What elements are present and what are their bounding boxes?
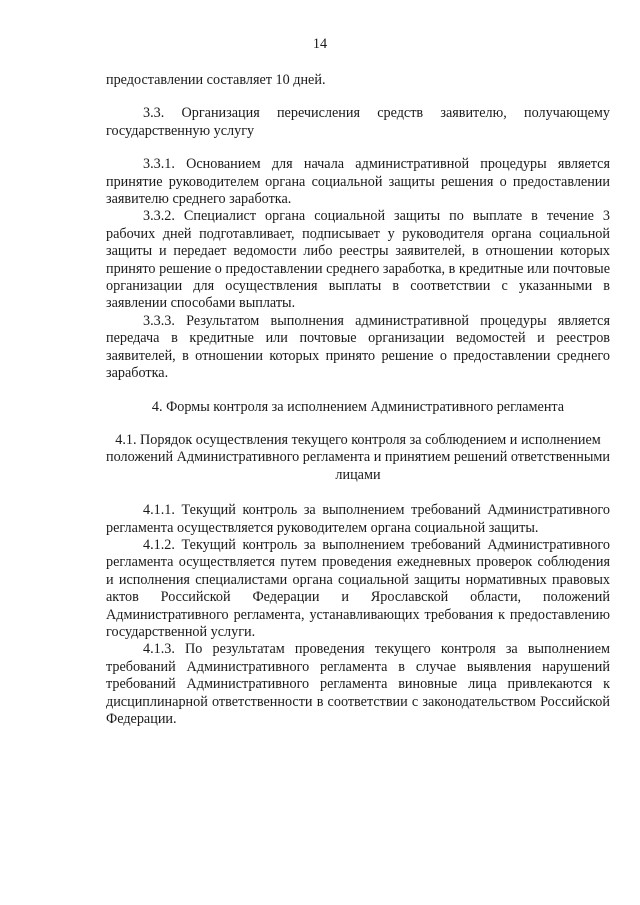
paragraph-3-3-3: 3.3.3. Результатом выполнения административной процедуры является передача в кредитные или почтовые организации ведомостей и реестров заявителей, в отношении которых принято решение о предоставлении среднего заработка. bbox=[106, 312, 610, 382]
paragraph-continuation: предоставлении составляет 10 дней. bbox=[106, 72, 326, 88]
document-body bbox=[106, 72, 610, 728]
section-heading-4: 4. Формы контроля за исполнением Административного регламента bbox=[151, 398, 565, 415]
page-number: 14 bbox=[312, 36, 328, 52]
paragraph-3-3-1: 3.3.1. Основанием для начала административной процедуры является принятие руководителем органа социальной защиты решения о предоставлении заявителю среднего заработка. bbox=[106, 156, 610, 208]
paragraph-4-1-3: 4.1.3. По результатам проведения текущего контроля за выполнением требований Административного регламента в случае выявления нарушений требований Административного регламента виновные лица привлекаются к дисциплинарной ответственности в соответствии с законодательством Российской Федерации. bbox=[106, 641, 610, 727]
paragraph-3-3-2: 3.3.2. Специалист органа социальной защиты по выплате в течение 3 рабочих дней подготавливает, подписывает у руководителя органа социальной защиты и передает ведомости либо реестры заявителей, в отношении которых принято решение о предоставлении среднего заработка, в кредитные или почтовые организации для осуществления выплаты в соответствии с указанными в заявлении способами выплаты. bbox=[106, 208, 610, 312]
section-heading-3-3: 3.3. Организация перечисления средств заявителю, получающему государственную услугу bbox=[106, 105, 610, 139]
section-heading-4-1: 4.1. Порядок осуществления текущего контроля за соблюдением и исполнением положений Административного регламента и принятием решений ответственными лицами bbox=[106, 431, 610, 483]
paragraph-4-1-2: 4.1.2. Текущий контроль за выполнением требований Административного регламента осуществляется путем проведения ежедневных проверок соблюдения и исполнения специалистами органа социальной защиты нормативных правовых актов Российской Федерации и Ярославской области, положений Административного регламента, устанавливающих требования к предоставлению государственной услуги. bbox=[106, 536, 610, 640]
paragraph-4-1-1: 4.1.1. Текущий контроль за выполнением требований Административного регламента осуществляется руководителем органа социальной защиты. bbox=[106, 502, 610, 536]
